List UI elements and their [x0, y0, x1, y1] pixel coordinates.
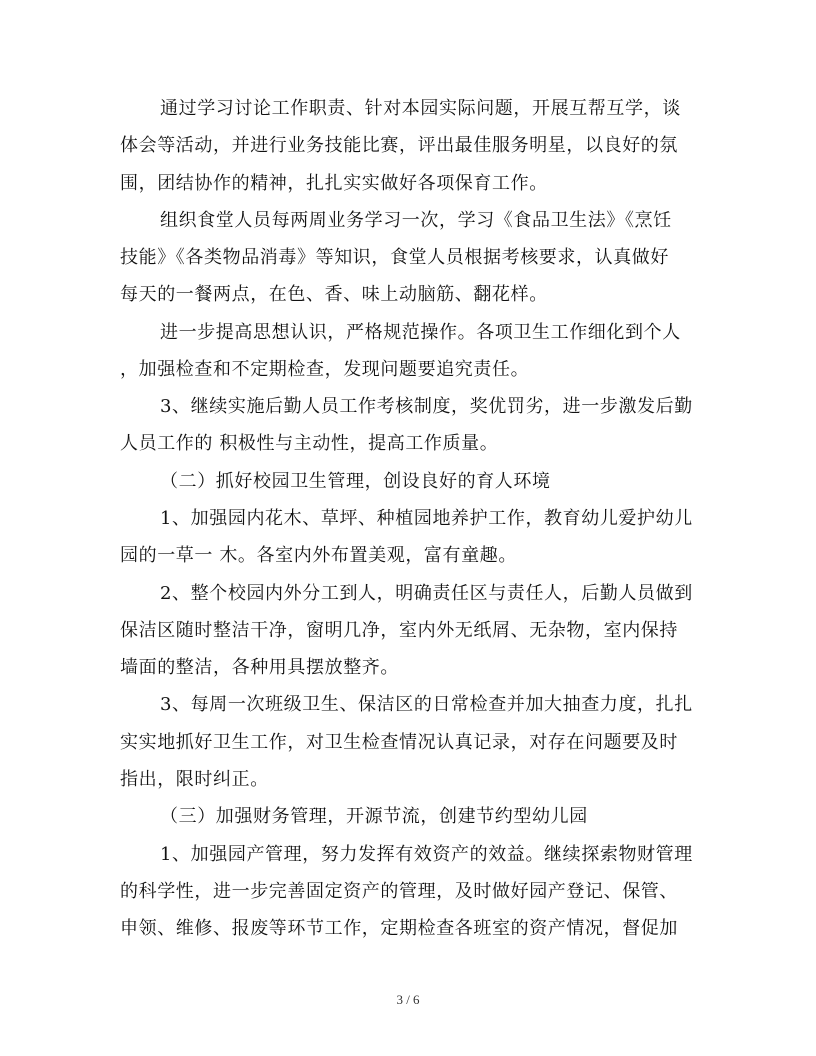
text-line: 1、加强园内花木、草坪、种植园地养护工作，教育幼儿爱护幼儿 [160, 508, 693, 529]
text-line: 人员工作的 积极性与主动性，提高工作质量。 [120, 433, 499, 454]
text-line: 保洁区随时整洁干净，窗明几净，室内外无纸屑、无杂物，室内保持 [120, 620, 678, 641]
text-line: 墙面的整洁，各种用具摆放整齐。 [120, 657, 399, 678]
text-line: 3、每周一次班级卫生、保洁区的日常检查并加大抽查力度，扎扎 [160, 694, 693, 715]
text-line: 园的一草一 木。各室内外布置美观，富有童趣。 [120, 545, 517, 566]
text-line: 进一步提高思想认识，严格规范操作。各项卫生工作细化到个人 [160, 322, 681, 343]
text-line: 1、加强园产管理，努力发挥有效资产的效益。继续探索物财管理 [160, 844, 693, 865]
text-line: 围，团结协作的精神，扎扎实实做好各项保育工作。 [120, 173, 548, 194]
text-line: 2、整个校园内外分工到人，明确责任区与责任人，后勤人员做到 [160, 583, 693, 604]
text-line: 3、继续实施后勤人员工作考核制度，奖优罚劣，进一步激发后勤 [160, 396, 693, 417]
section-heading: （三）加强财务管理，开源节流，创建节约型幼儿园 [160, 806, 588, 827]
text-line: 的科学性，进一步完善固定资产的管理，及时做好园产登记、保管、 [120, 881, 678, 902]
text-line: 体会等活动，并进行业务技能比赛，评出最佳服务明星，以良好的氛 [120, 135, 678, 156]
text-line: 通过学习讨论工作职责、针对本园实际问题，开展互帮互学，谈 [160, 98, 681, 119]
text-line: 每天的一餐两点，在色、香、味上动脑筋、翻花样。 [120, 284, 548, 305]
text-line: 技能》《各类物品消毒》等知识，食堂人员根据考核要求，认真做好 [120, 247, 669, 268]
text-line: ，加强检查和不定期检查，发现问题要追究责任。 [120, 359, 530, 380]
text-line: 实实地抓好卫生工作，对卫生检查情况认真记录，对存在问题要及时 [120, 732, 678, 753]
text-line: 指出，限时纠正。 [120, 769, 269, 790]
text-line: 申领、维修、报废等环节工作，定期检查各班室的资产情况，督促加 [120, 918, 678, 939]
section-heading: （二）抓好校园卫生管理，创设良好的育人环境 [160, 471, 551, 492]
text-line: 组织食堂人员每两周业务学习一次，学习《食品卫生法》《烹饪 [160, 210, 672, 231]
page-number: 3 / 6 [396, 992, 420, 1007]
